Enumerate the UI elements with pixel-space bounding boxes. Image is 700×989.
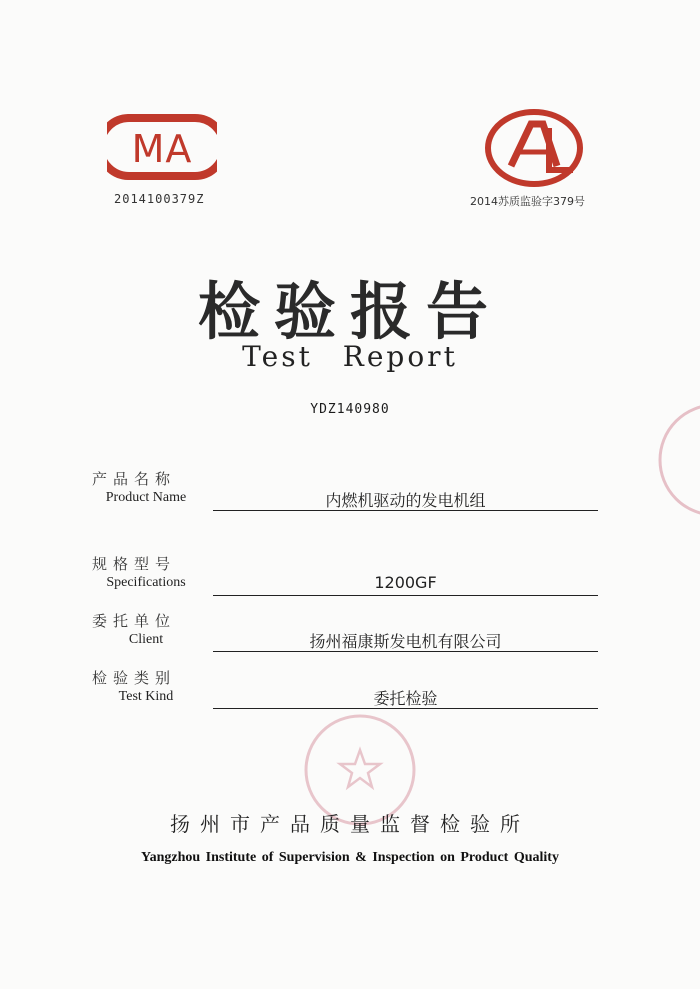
- field-label-en: Product Name: [105, 490, 187, 505]
- cma-code: 2014100379Z: [114, 192, 205, 206]
- field-underline: [213, 510, 598, 511]
- field-label-cn: 产品名称: [92, 470, 177, 488]
- field-underline: [213, 708, 598, 709]
- institute-name-cn: 扬州市产品质量监督检验所: [170, 812, 530, 836]
- institute-name-en: Yangzhou Institute of Supervision & Inspection on Product Quality: [141, 850, 559, 865]
- edge-seal: [655, 400, 700, 520]
- field-label-cn: 检验类别: [92, 669, 177, 687]
- report-title-cn: 检验报告: [197, 275, 502, 348]
- field-underline: [213, 595, 598, 596]
- cal-logo: [483, 108, 585, 188]
- cal-code: 2014苏质监验字379号: [470, 195, 585, 208]
- report-title-en: Test Report: [242, 340, 458, 373]
- report-number: YDZ140980: [310, 402, 390, 417]
- field-value: 1200GF: [374, 573, 437, 592]
- field-label-cn: 委托单位: [92, 612, 177, 630]
- field-label-cn: 规格型号: [92, 555, 177, 573]
- field-underline: [213, 651, 598, 652]
- field-value: 委托检验: [373, 689, 438, 708]
- field-value: 扬州福康斯发电机有限公司: [309, 632, 502, 651]
- svg-text:MA: MA: [131, 127, 193, 171]
- field-label-en: Test Kind: [118, 689, 174, 704]
- field-value: 内燃机驱动的发电机组: [325, 491, 486, 510]
- field-product-name: [0, 468, 700, 518]
- field-label-en: Client: [128, 632, 164, 647]
- field-label-en: Specifications: [106, 575, 186, 590]
- field-client: [0, 610, 700, 660]
- cma-logo: [107, 112, 217, 182]
- field-specifications: [0, 553, 700, 603]
